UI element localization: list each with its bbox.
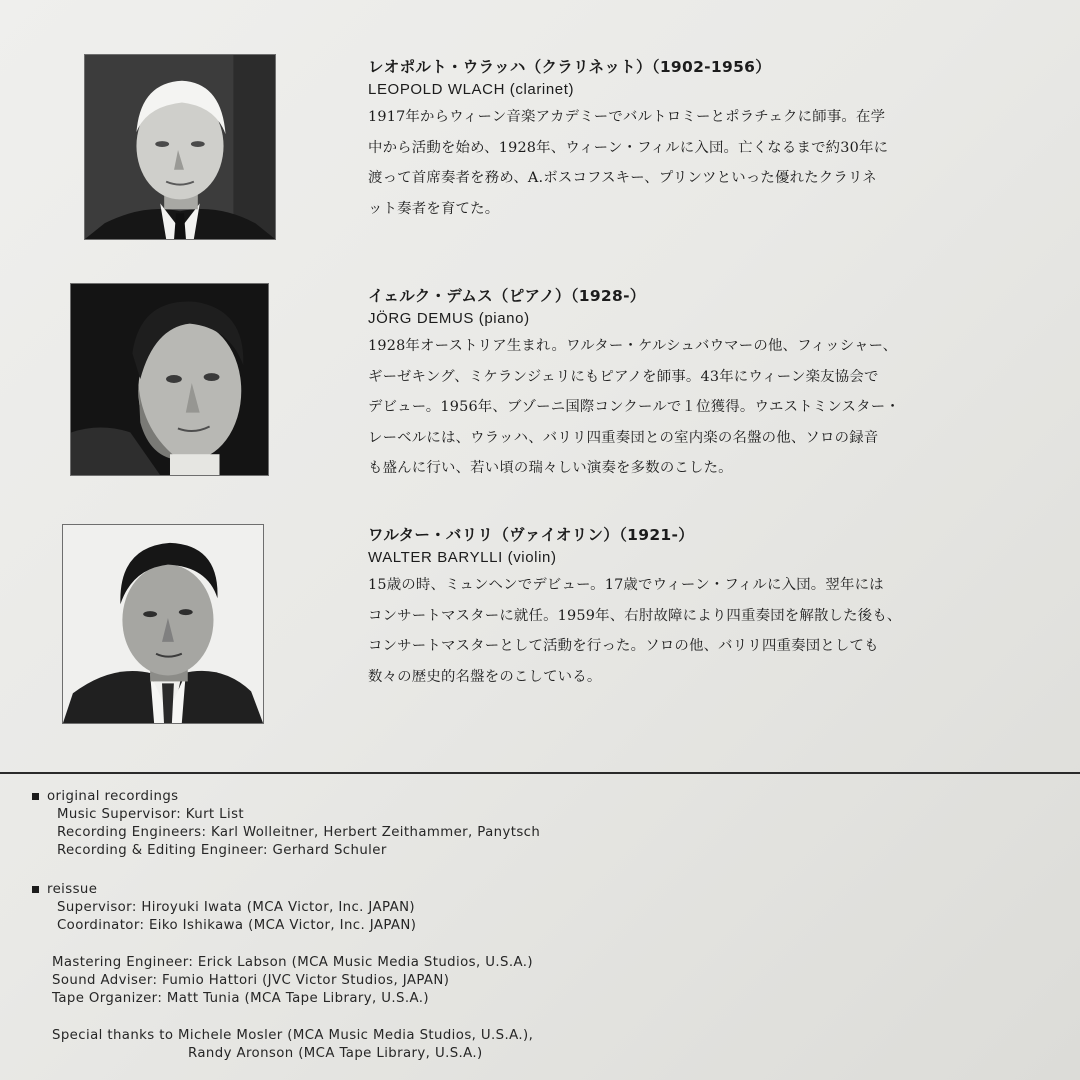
credits-reissue-heading	[32, 879, 540, 899]
artist-name-jp: ワルター・バリリ（ヴァイオリン）（1921-）	[368, 526, 695, 544]
credit-line: Recording Engineers: Karl Wolleitner, Herbert Zeithammer, Panytsch	[57, 825, 541, 840]
bio-line: も盛んに行い、若い頃の瑞々しい演奏を多数のこした。	[368, 460, 733, 476]
portrait-photo-demus	[70, 283, 269, 476]
spacer	[32, 1008, 540, 1027]
credits-original-heading	[32, 786, 540, 806]
artist-name-jp: レオポルト・ウラッハ（クラリネット）（1902-1956）	[368, 58, 772, 76]
spacer	[32, 935, 540, 954]
credit-line: Supervisor: Hiroyuki Iwata (MCA Victor, Inc. JAPAN)	[57, 900, 416, 915]
bullet-icon	[32, 886, 39, 893]
section-heading: original recordings	[47, 788, 179, 804]
credit-line: Sound Adviser: Fumio Hattori (JVC Victor Studios, JAPAN)	[52, 973, 450, 988]
credit-line: Recording & Editing Engineer: Gerhard Schuler	[57, 843, 387, 858]
artist-name-en: WALTER BARYLLI (violin)	[368, 549, 557, 566]
bio-line: デビュー。1956年、ブゾーニ国際コンクールで１位獲得。ウエストミンスター・	[368, 399, 900, 415]
bio-line: ギーゼキング、ミケランジェリにもピアノを師事。43年にウィーン楽友協会で	[368, 368, 879, 385]
section-divider	[0, 772, 1080, 774]
artist-name-en: JÖRG DEMUS (piano)	[368, 310, 530, 327]
spacer	[32, 860, 540, 879]
bio-line: ット奏者を育てた。	[368, 200, 500, 217]
artist-name-en: LEOPOLD WLACH (clarinet)	[368, 81, 575, 98]
artist-bio-demus	[368, 285, 968, 484]
credit-line: Tape Organizer: Matt Tunia (MCA Tape Library, U.S.A.)	[52, 991, 429, 1006]
credit-line: Coordinator: Eiko Ishikawa (MCA Victor, Inc. JAPAN)	[57, 918, 417, 933]
bio-line: レーベルには、ウラッハ、バリリ四重奏団との室内楽の名盤の他、ソロの録音	[368, 429, 879, 446]
portrait-photo-barylli	[62, 524, 264, 724]
artist-bio-barylli	[368, 524, 968, 692]
credits-block	[32, 786, 540, 1063]
bio-line: 数々の歴史的名盤をのこしている。	[368, 668, 602, 685]
bio-line: コンサートマスターに就任。1959年、右肘故障により四重奏団を解散した後も、	[368, 607, 902, 624]
bio-line: 1917年からウィーン音楽アカデミーでバルトロミーとポラチェクに師事。在学	[368, 109, 886, 125]
bio-line: 渡って首席奏者を務め、A.ボスコフスキー、プリンツといった優れたクラリネ	[368, 170, 877, 186]
portrait-photo-wlach	[84, 54, 276, 240]
bio-line: 15歳の時、ミュンヘンでデビュー。17歳でウィーン・フィルに入団。翌年には	[368, 577, 884, 593]
credit-line: Music Supervisor: Kurt List	[57, 807, 245, 822]
bio-line: コンサートマスターとして活動を行った。ソロの他、バリリ四重奏団としても	[368, 638, 879, 654]
artist-bio-wlach	[368, 56, 968, 224]
credit-line: Mastering Engineer: Erick Labson (MCA Music Media Studios, U.S.A.)	[52, 955, 533, 970]
credit-line: Special thanks to Michele Mosler (MCA Music Media Studios, U.S.A.),	[52, 1028, 534, 1043]
section-heading: reissue	[47, 881, 98, 897]
credit-line: Randy Aronson (MCA Tape Library, U.S.A.)	[188, 1046, 483, 1061]
artist-name-jp: イェルク・デムス（ピアノ）（1928-）	[368, 287, 646, 305]
bullet-icon	[32, 793, 39, 800]
bio-line: 1928年オーストリア生まれ。ワルター・ケルシュバウマーの他、フィッシャー、	[368, 338, 898, 354]
bio-line: 中から活動を始め、1928年、ウィーン・フィルに入団。亡くなるまで約30年に	[368, 139, 889, 156]
